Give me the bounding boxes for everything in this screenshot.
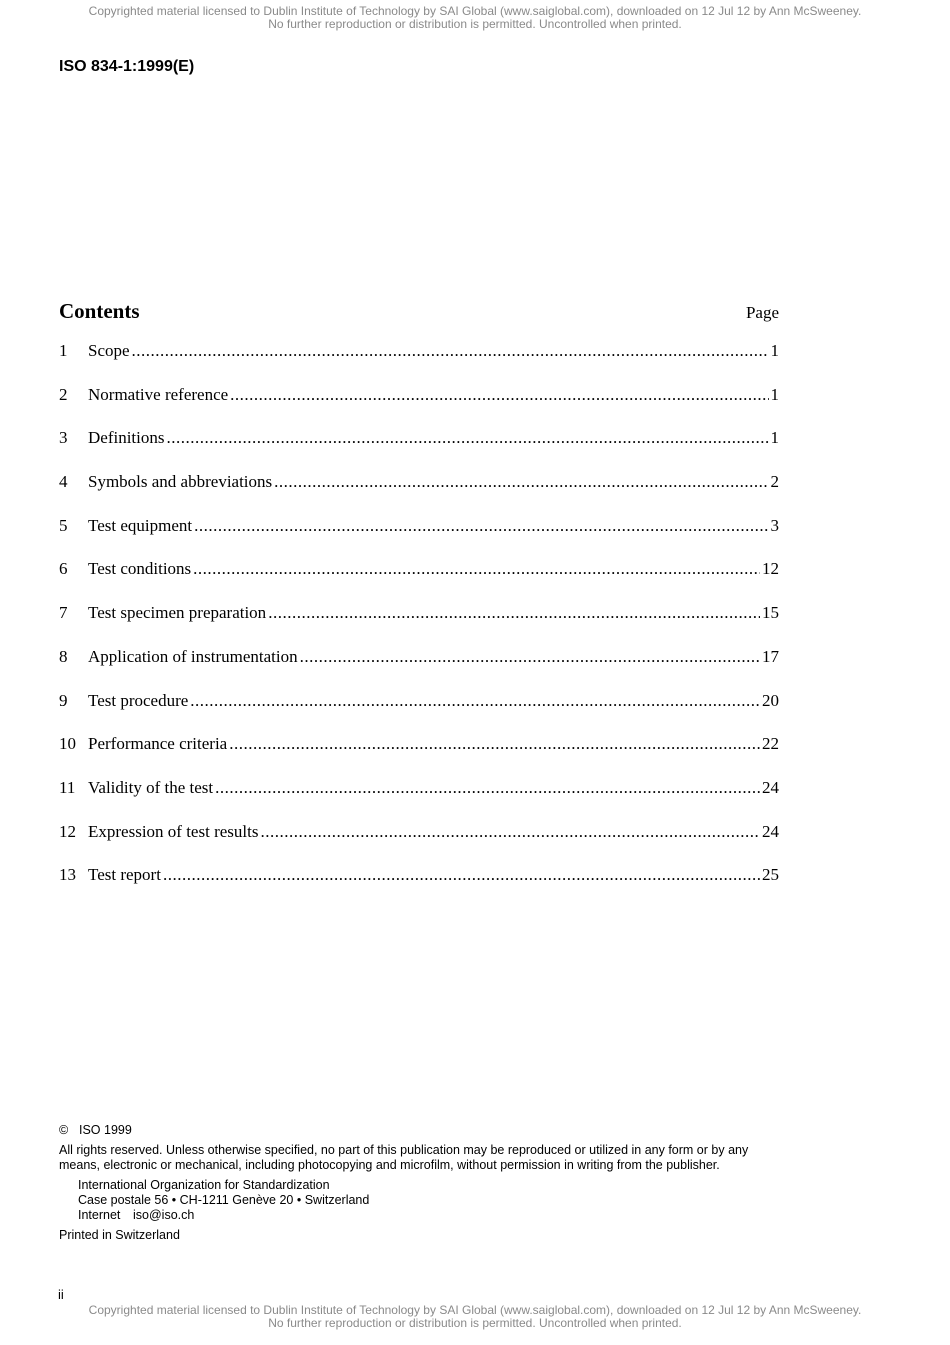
toc-entry-label: Symbols and abbreviations [88, 472, 273, 492]
document-id: ISO 834-1:1999(E) [59, 58, 195, 75]
printed-in: Printed in Switzerland [59, 1228, 180, 1242]
toc-entry-label: Test report [88, 865, 161, 885]
toc-entry-label: Validity of the test [88, 777, 214, 797]
toc-entry-page: 1 [770, 341, 779, 360]
toc-entry-page: 24 [762, 777, 779, 797]
toc-entry-number: 4 [59, 472, 68, 492]
toc-entry-number: 12 [59, 821, 76, 841]
toc-entry-number: 9 [59, 690, 68, 710]
watermark-line-1: Copyrighted material licensed to Dublin Institute of Technology by SAI Global (www.saiglobal.com), downloaded on 12 Jul 12 by Ann McSweeney. [88, 1303, 862, 1317]
toc-entry-test-report[interactable] [59, 865, 779, 909]
toc-entry-test-procedure[interactable] [59, 691, 779, 735]
toc-entry-scope[interactable] [59, 341, 779, 385]
toc-leader-dots [193, 559, 760, 579]
toc-leader-dots [132, 341, 769, 361]
toc-entry-page: 17 [762, 646, 779, 666]
internet-line [78, 1208, 781, 1223]
iso-address [59, 1178, 781, 1223]
toc-leader-dots [230, 385, 768, 405]
toc-entry-page: 1 [770, 428, 779, 448]
copyright-symbol: © [59, 1123, 69, 1137]
toc-entry-label: Performance criteria [88, 734, 228, 754]
toc-entry-label: Application of instrumentation [88, 646, 298, 666]
toc-entry-test-equipment[interactable] [59, 516, 779, 560]
toc-entry-page: 22 [762, 734, 779, 754]
toc-leader-dots [274, 472, 768, 492]
watermark-line-2: No further reproduction or distribution is permitted. Uncontrolled when printed. [268, 1316, 682, 1330]
toc-entry-definitions[interactable] [59, 428, 779, 472]
toc-entry-performance-criteria[interactable] [59, 734, 779, 778]
org-address: Case postale 56 • CH-1211 Genève 20 • Switzerland [78, 1193, 370, 1207]
toc-entry-page: 12 [762, 559, 779, 579]
toc-entry-normative-reference[interactable] [59, 385, 779, 429]
toc-entry-validity-of-the-test[interactable] [59, 778, 779, 822]
toc-entry-label: Test specimen preparation [88, 603, 267, 623]
toc-leader-dots [190, 691, 760, 711]
toc-leader-dots [194, 516, 768, 536]
toc-entry-page: 2 [770, 472, 779, 492]
toc-entry-page: 20 [762, 690, 779, 710]
org-name: International Organization for Standardization [78, 1178, 330, 1192]
toc-entry-label: Definitions [88, 428, 165, 448]
toc-entry-test-specimen-preparation[interactable] [59, 603, 779, 647]
toc-entry-page: 24 [762, 821, 779, 841]
watermark-bottom [0, 1304, 950, 1330]
toc-entry-label: Normative reference [88, 384, 229, 404]
toc-entry-label: Scope [88, 341, 130, 360]
toc-entry-label: Test conditions [88, 559, 192, 579]
toc-entry-test-conditions[interactable] [59, 559, 779, 603]
internet-email[interactable]: iso@iso.ch [133, 1208, 195, 1222]
toc-entry-expression-of-test-results[interactable] [59, 822, 779, 866]
toc-entry-number: 7 [59, 603, 68, 623]
toc-entry-number: 13 [59, 865, 76, 885]
toc-leader-dots [260, 822, 760, 842]
toc-entry-number: 6 [59, 559, 68, 579]
toc-entry-number: 1 [59, 341, 68, 360]
toc-leader-dots [215, 778, 760, 798]
watermark-line-2: No further reproduction or distribution is permitted. Uncontrolled when printed. [268, 17, 682, 31]
toc-entry-number: 11 [59, 777, 76, 797]
toc-entry-page: 3 [770, 515, 779, 535]
table-of-contents [59, 299, 779, 909]
copyright-footer [59, 1123, 781, 1243]
toc-entry-label: Test procedure [88, 690, 189, 710]
page-number: ii [58, 1287, 64, 1302]
toc-entry-page: 1 [770, 384, 779, 404]
toc-entry-page: 25 [762, 865, 779, 885]
toc-entry-number: 8 [59, 646, 68, 666]
watermark-top [0, 5, 950, 31]
toc-entry-number: 10 [59, 734, 76, 754]
toc-entry-label: Test equipment [88, 515, 193, 535]
toc-list [59, 341, 779, 909]
copyright-text: ISO 1999 [79, 1123, 132, 1137]
toc-leader-dots [229, 734, 760, 754]
toc-entry-page: 15 [762, 603, 779, 623]
toc-page-label: Page [745, 303, 779, 322]
toc-entry-number: 2 [59, 384, 68, 404]
toc-header [59, 299, 779, 335]
toc-entry-label: Expression of test results [88, 821, 259, 841]
toc-leader-dots [167, 428, 769, 448]
toc-entry-number: 5 [59, 515, 68, 535]
toc-leader-dots [300, 647, 760, 667]
copyright-line [59, 1123, 781, 1138]
toc-leader-dots [163, 865, 760, 885]
toc-entry-number: 3 [59, 428, 68, 448]
watermark-line-1: Copyrighted material licensed to Dublin Institute of Technology by SAI Global (www.saiglobal.com), downloaded on 12 Jul 12 by Ann McSweeney. [88, 4, 862, 18]
internet-label: Internet [78, 1208, 121, 1222]
toc-title: Contents [59, 299, 140, 323]
rights-notice: All rights reserved. Unless otherwise specified, no part of this publication may be reproduced or utilized in any form or by any means, electronic or mechanical, including photocopying and microfilm, without permission in writing from the publisher. [59, 1143, 749, 1172]
toc-leader-dots [268, 603, 760, 623]
toc-entry-application-of-instrumentation[interactable] [59, 647, 779, 691]
toc-entry-symbols-and-abbreviations[interactable] [59, 472, 779, 516]
